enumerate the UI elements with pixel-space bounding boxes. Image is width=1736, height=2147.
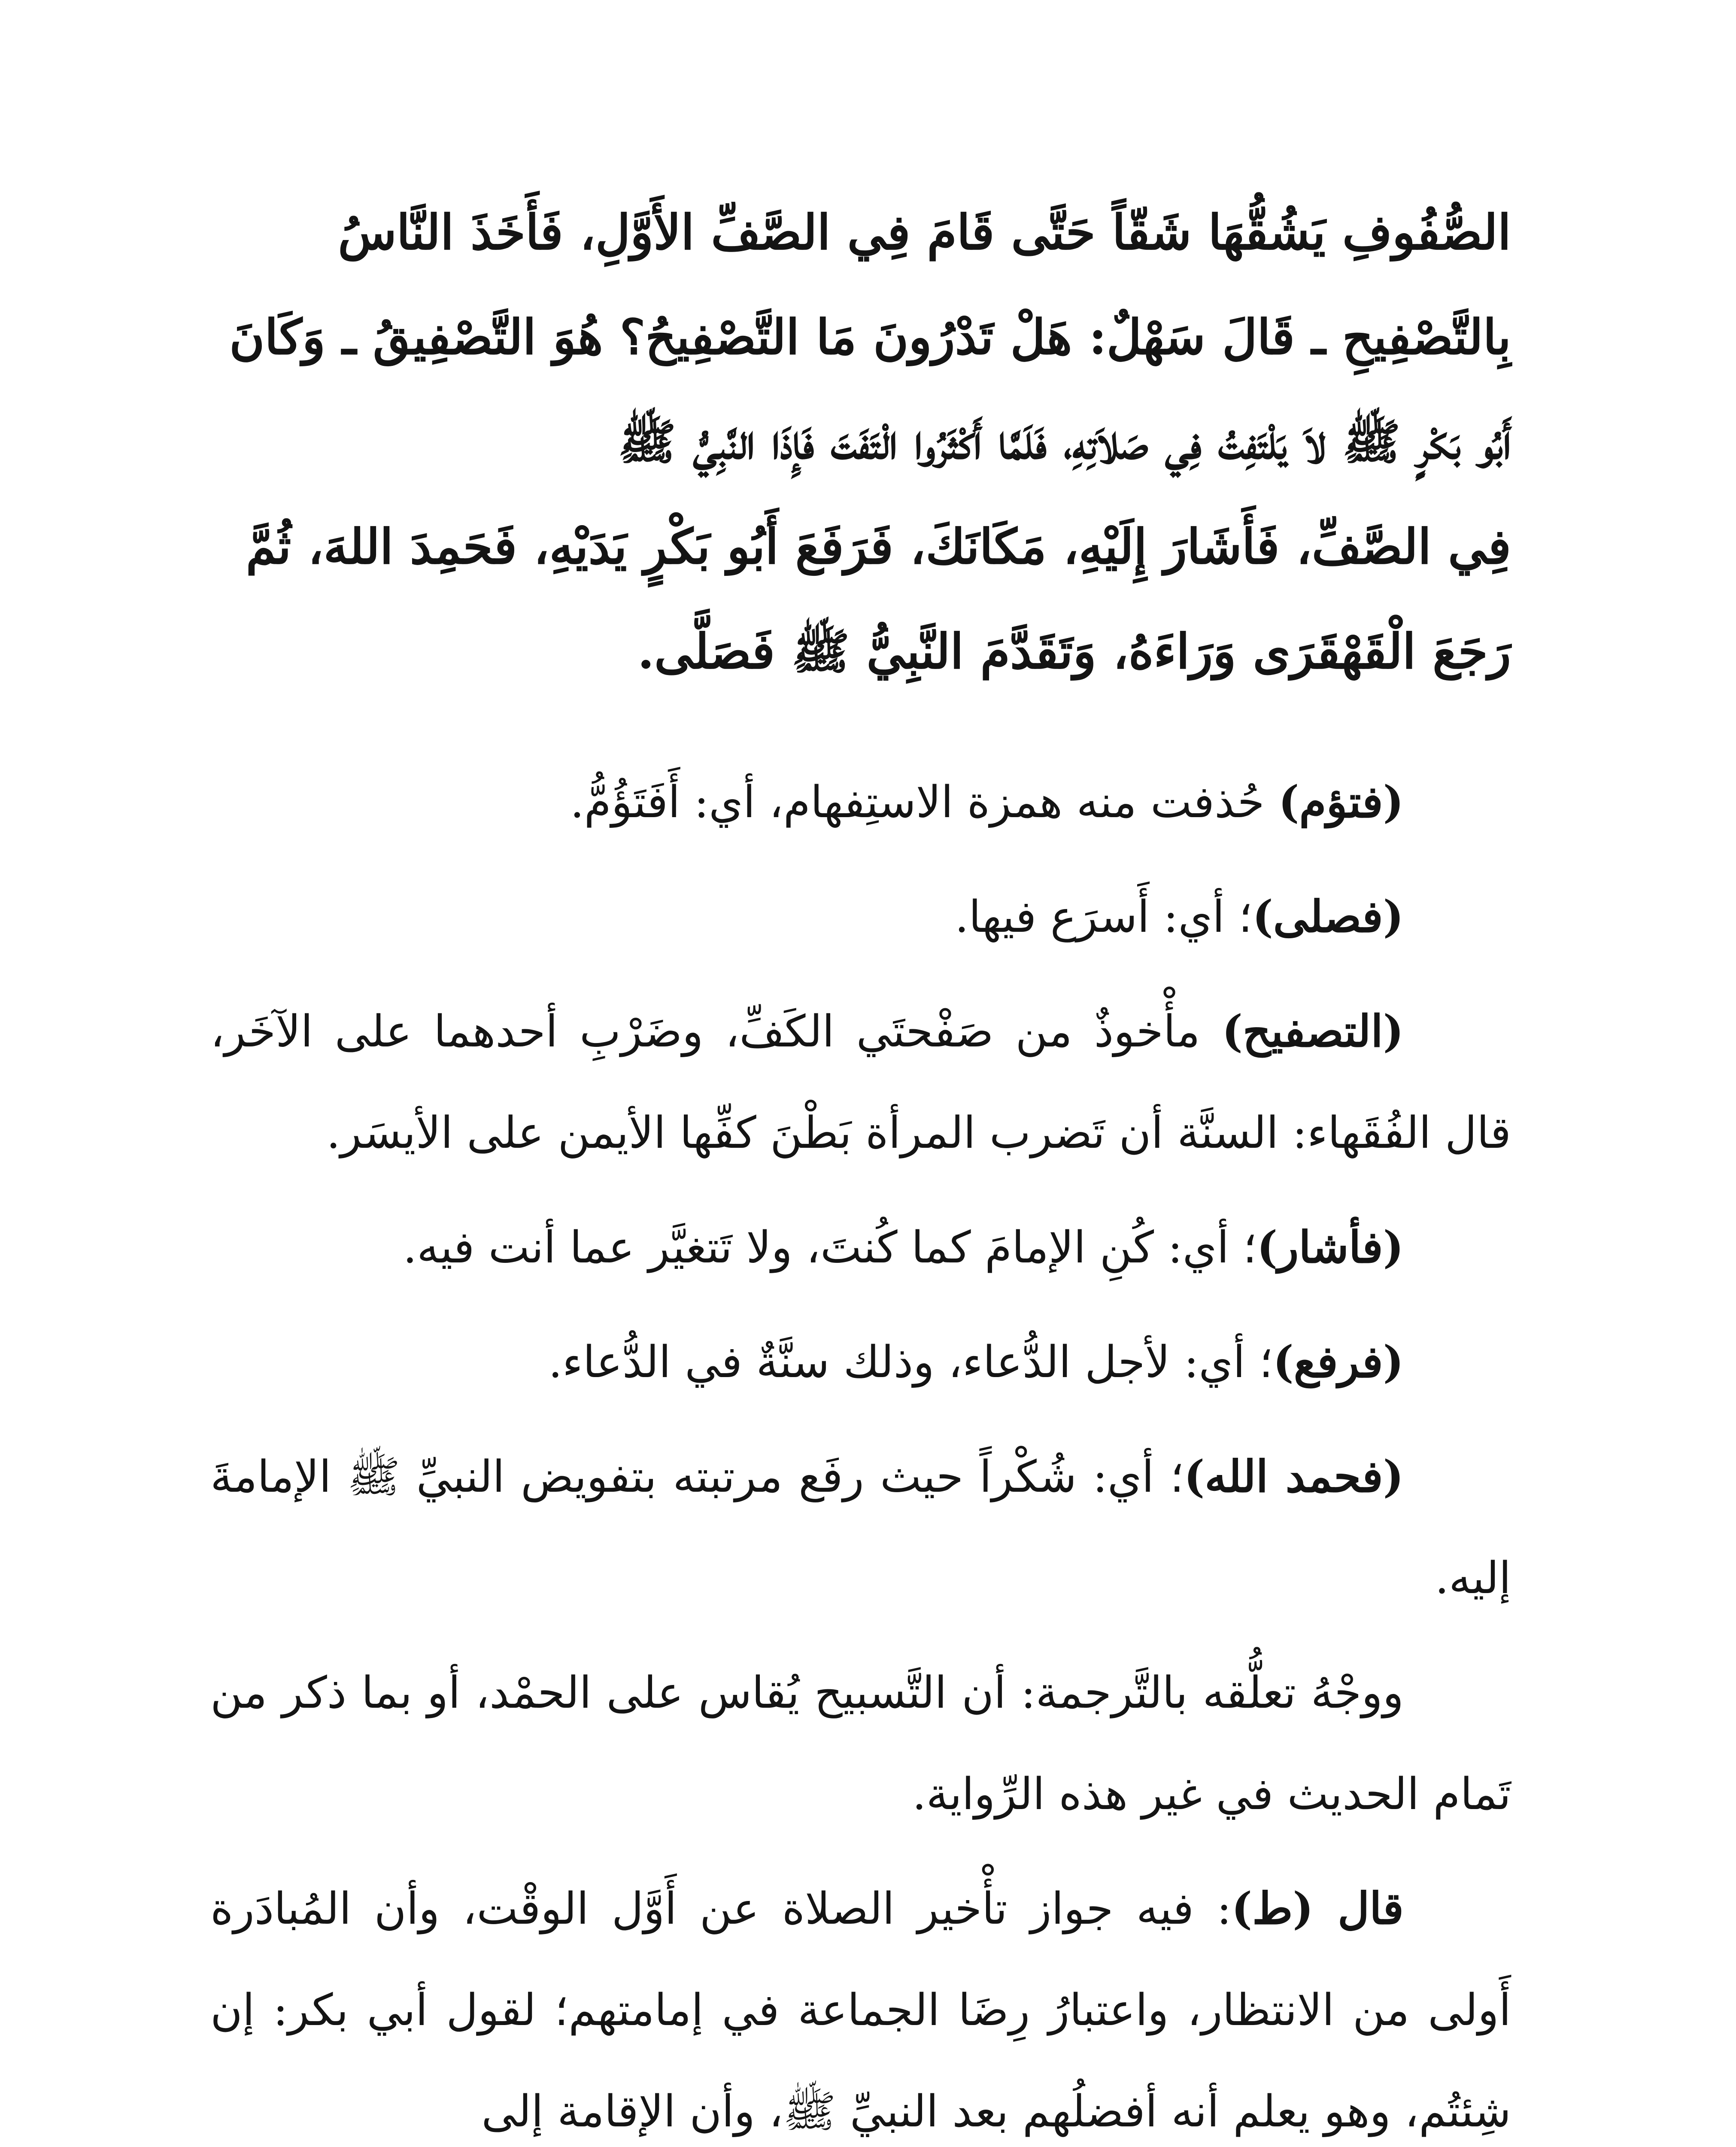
note-term: قال (ط)	[1231, 1883, 1404, 1934]
note-text: ؛ أي: أَسرَع فيها.	[955, 891, 1253, 943]
note-text: ؛ أي: كُنِ الإمامَ كما كُنتَ، ولا تَتغيَّر عما أنت فيه.	[403, 1222, 1257, 1273]
note-term: (التصفيح)	[1222, 1006, 1404, 1057]
document-page	[210, 180, 1511, 2147]
hadith-text	[210, 180, 1511, 704]
note-paragraph	[210, 866, 1511, 968]
commentary	[210, 751, 1511, 2147]
note-paragraph	[210, 1858, 1511, 2147]
note-paragraph	[210, 1642, 1511, 1845]
note-term: (فرفع)	[1273, 1336, 1404, 1388]
note-paragraph	[210, 1197, 1511, 1299]
note-paragraph	[210, 1426, 1511, 1629]
hadith-line: بِالتَّصْفِيحِ ـ قَالَ سَهْلٌ: هَلْ تَدْرُونَ مَا التَّصْفِيحُ؟ هُوَ التَّصْفِيقُ ـ وَكَانَ	[229, 309, 1511, 365]
note-paragraph	[210, 751, 1511, 853]
hadith-line: الصُّفُوفِ يَشُقُّهَا شَقّاً حَتَّى قَامَ فِي الصَّفِّ الأَوَّلِ، فَأَخَذَ النَّاسُ	[338, 204, 1511, 261]
note-text: : فيه جواز تأْخير الصلاة عن أَوَّل الوقْت، وأن المُبادَرة أَولى من الانتظار، واعتبارُ رِضَا الجماعة في إمامتهم؛ لقول أبي بكر: إن شِئتُم، وهو يعلم أنه أفضلُهم بعد النبيِّ ﷺ، وأن الإقامة إلى	[210, 1883, 1511, 2137]
hadith-line: رَجَعَ الْقَهْقَرَى وَرَاءَهُ، وَتَقَدَّمَ النَّبِيُّ ﷺ فَصَلَّى.	[637, 623, 1511, 680]
note-term: (فتؤم)	[1278, 776, 1404, 828]
note-term: (فصلى)	[1252, 891, 1404, 943]
note-paragraph	[210, 1311, 1511, 1413]
note-text: ؛ أي: شُكْراً حيث رفَع مرتبته بتفويض النبيِّ ﷺ الإمامةَ إليه.	[210, 1451, 1511, 1604]
note-text: ووجْهُ تعلُّقه بالتَّرجمة: أن التَّسبيح يُقاس على الحمْد، أو بما ذكر من تَمام الحديث في غير هذه الرِّواية.	[210, 1667, 1511, 1820]
note-term: (فأشار)	[1256, 1222, 1404, 1273]
note-term: (فحمد الله)	[1184, 1451, 1404, 1502]
note-text: ؛ أي: لأجل الدُّعاء، وذلك سنَّةٌ في الدُّعاء.	[548, 1337, 1273, 1388]
note-text: حُذفت منه همزة الاستِفهام، أي: أَفَتَؤُمُّ.	[570, 777, 1279, 828]
note-text: مأْخوذٌ من صَفْحتَي الكَفِّ، وضَرْبِ أحدهما على الآخَر، قال الفُقَهاء: السنَّة أن تَضرب المرأة بَطْنَ كفِّها الأيمن على الأيسَر.	[210, 1006, 1511, 1159]
hadith-line: فِي الصَّفِّ، فَأَشَارَ إِلَيْهِ، مَكَانَكَ، فَرَفَعَ أَبُو بَكْرٍ يَدَيْهِ، فَحَمِدَ اللهَ، ثُمَّ	[246, 519, 1511, 575]
hadith-line: أَبُو بَكْرٍ ﷺ لاَ يَلْتَفِتُ فِي صَلاَتِهِ، فَلَمَّا أَكْثَرُوا الْتَفَتَ فَإِذَا النَّبِيُّ ﷺ	[618, 414, 1511, 470]
note-paragraph	[210, 981, 1511, 1184]
